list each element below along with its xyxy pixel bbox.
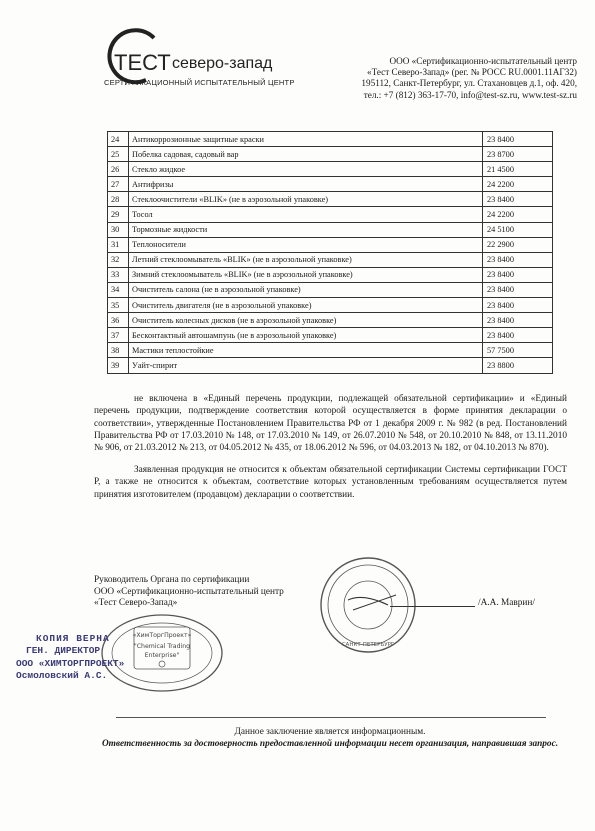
row-number: 36 — [108, 313, 129, 328]
okp-code: 21 4500 — [483, 162, 553, 177]
okp-code: 23 8400 — [483, 282, 553, 297]
okp-code: 23 8800 — [483, 358, 553, 373]
table-row — [108, 192, 553, 207]
row-number: 37 — [108, 328, 129, 343]
table-row — [108, 252, 553, 267]
okp-code: 24 2200 — [483, 207, 553, 222]
signature-block — [94, 575, 284, 610]
signature-line — [390, 606, 475, 607]
seal-left-name-ru: «ХимТоргПроект» — [132, 632, 192, 639]
product-name: Тосол — [129, 207, 483, 222]
copy-stamp-line: ГЕН. ДИРЕКТОР — [26, 645, 101, 657]
table-row — [108, 237, 553, 252]
table-row — [108, 207, 553, 222]
seal-left-name-en: "Chemical Trading — [133, 643, 191, 650]
official-seal-right — [318, 555, 418, 655]
paragraph-conclusion: Заявленная продукция не относится к объектам обязательной сертификации Системы сертификации ГОСТ Р, а также не относится к объектам, соответствие которых установленным требованиям осуществляется путем принятия изготовителем (продавцом) декларации о соответствии. — [94, 465, 567, 500]
product-name: Теплоносители — [129, 237, 483, 252]
product-name: Стекло жидкое — [129, 162, 483, 177]
product-name: Побелка садовая, садовый вар — [129, 147, 483, 162]
signature-title: Руководитель Органа по сертификации — [94, 575, 250, 585]
row-number: 29 — [108, 207, 129, 222]
row-number: 26 — [108, 162, 129, 177]
okp-code: 23 8400 — [483, 328, 553, 343]
product-name: Летний стеклоомыватель «BLIK» (не в аэрозольной упаковке) — [129, 252, 483, 267]
logo-region: северо-запад — [172, 55, 273, 72]
product-name: Антикоррозионные защитные краски — [129, 132, 483, 147]
row-number: 32 — [108, 252, 129, 267]
product-name: Тормозные жидкости — [129, 222, 483, 237]
okp-code: 23 8700 — [483, 147, 553, 162]
okp-code: 23 8400 — [483, 267, 553, 282]
row-number: 38 — [108, 343, 129, 358]
product-name: Зимний стеклоомыватель «BLIK» (не в аэрозольной упаковке) — [129, 267, 483, 282]
copy-stamp-line: Осмоловский А.С. — [16, 670, 108, 682]
footer-divider — [116, 717, 546, 718]
table-row — [108, 298, 553, 313]
company-logo — [96, 22, 295, 92]
company-address: 195112, Санкт-Петербург, ул. Стахановцев д.1, оф. 420, — [361, 78, 577, 89]
paragraph-exclusion: не включена в «Единый перечень продукции, подлежащей обязательной сертификации» и «Единый перечень продукции, подтверждение соответствия которой осуществляется в форме принятия декларации о соответствии», утвержденные Постановлением Правительства РФ от 1 декабря 2009 г. № 982 (в ред. Постановлений Правительства РФ от 17.03.2010 № 148, от 17.03.2010 № 149, от 26.07.2010 № 548, от 20.10.2010 № 848, от 13.11.2010 № 906, от 21.03.2012 № 213, от 04.05.2012 № 435, от 18.06.2012 № 596, от 04.03.2013 № 182, от 04.10.2013 № 870). — [94, 394, 567, 454]
company-line: ООО «Сертификационно-испытательный центр — [389, 56, 577, 66]
signer-name: /А.А. Маврин/ — [478, 598, 535, 608]
row-number: 39 — [108, 358, 129, 373]
table-row — [108, 132, 553, 147]
okp-code: 23 8400 — [483, 298, 553, 313]
table-row — [108, 177, 553, 192]
product-name: Бесконтактный автошампунь (не в аэрозольной упаковке) — [129, 328, 483, 343]
table-row — [108, 162, 553, 177]
row-number: 31 — [108, 237, 129, 252]
seal-right-city: САНКТ-ПЕТЕРБУРГ — [341, 642, 395, 648]
okp-code: 23 8400 — [483, 313, 553, 328]
table-row — [108, 267, 553, 282]
okp-code: 24 2200 — [483, 177, 553, 192]
row-number: 34 — [108, 282, 129, 297]
signature-org: ООО «Сертификационно-испытательный центр — [94, 586, 284, 597]
table-row — [108, 313, 553, 328]
product-name: Стеклоочистители «BLIK» (не в аэрозольной упаковке) — [129, 192, 483, 207]
copy-stamp-line: КОПИЯ ВЕРНА — [36, 633, 110, 644]
table-row — [108, 282, 553, 297]
table-row — [108, 328, 553, 343]
table-row — [108, 147, 553, 162]
company-contacts: тел.: +7 (812) 363-17-70, info@test-sz.ru, www.test-sz.ru — [363, 89, 577, 100]
seal-left-name-en-2: Enterprise" — [144, 652, 180, 659]
table-row — [108, 358, 553, 373]
product-table-body — [108, 132, 553, 374]
product-table — [107, 131, 553, 374]
footer-info: Данное заключение является информационным. — [234, 727, 426, 737]
table-row — [108, 343, 553, 358]
row-number: 27 — [108, 177, 129, 192]
row-number: 35 — [108, 298, 129, 313]
okp-code: 24 5100 — [483, 222, 553, 237]
row-number: 30 — [108, 222, 129, 237]
logo-tagline: СЕРТИФИКАЦИОННЫЙ ИСПЫТАТЕЛЬНЫЙ ЦЕНТР — [104, 78, 295, 87]
row-number: 28 — [108, 192, 129, 207]
copy-certified-stamp — [16, 633, 124, 683]
table-row — [108, 222, 553, 237]
okp-code: 23 8400 — [483, 192, 553, 207]
okp-code: 23 8400 — [483, 252, 553, 267]
footer-note — [100, 726, 560, 750]
product-name: Очиститель колесных дисков (не в аэрозольной упаковке) — [129, 313, 483, 328]
product-name: Антифризы — [129, 177, 483, 192]
product-name: Очиститель салона (не в аэрозольной упаковке) — [129, 282, 483, 297]
copy-stamp-line: ООО «ХИМТОРГПРОЕКТ» — [16, 657, 125, 669]
company-header — [317, 56, 577, 101]
row-number: 25 — [108, 147, 129, 162]
logo-brand: ТЕСТ — [114, 50, 171, 75]
company-line: «Тест Северо-Запад» (рег. № РОСС RU.0001.11АГ32) — [366, 67, 577, 78]
signature-org-name: «Тест Северо-Запад» — [94, 598, 178, 609]
footer-disclaimer: Ответственность за достоверность предоставленной информации несет организация, направившая запрос. — [101, 739, 559, 749]
okp-code: 23 8400 — [483, 132, 553, 147]
product-name: Мастики теплостойкие — [129, 343, 483, 358]
okp-code: 57 7500 — [483, 343, 553, 358]
product-name: Очиститель двигателя (не в аэрозольной упаковке) — [129, 298, 483, 313]
row-number: 24 — [108, 132, 129, 147]
product-name: Уайт-спирит — [129, 358, 483, 373]
okp-code: 22 2900 — [483, 237, 553, 252]
row-number: 33 — [108, 267, 129, 282]
